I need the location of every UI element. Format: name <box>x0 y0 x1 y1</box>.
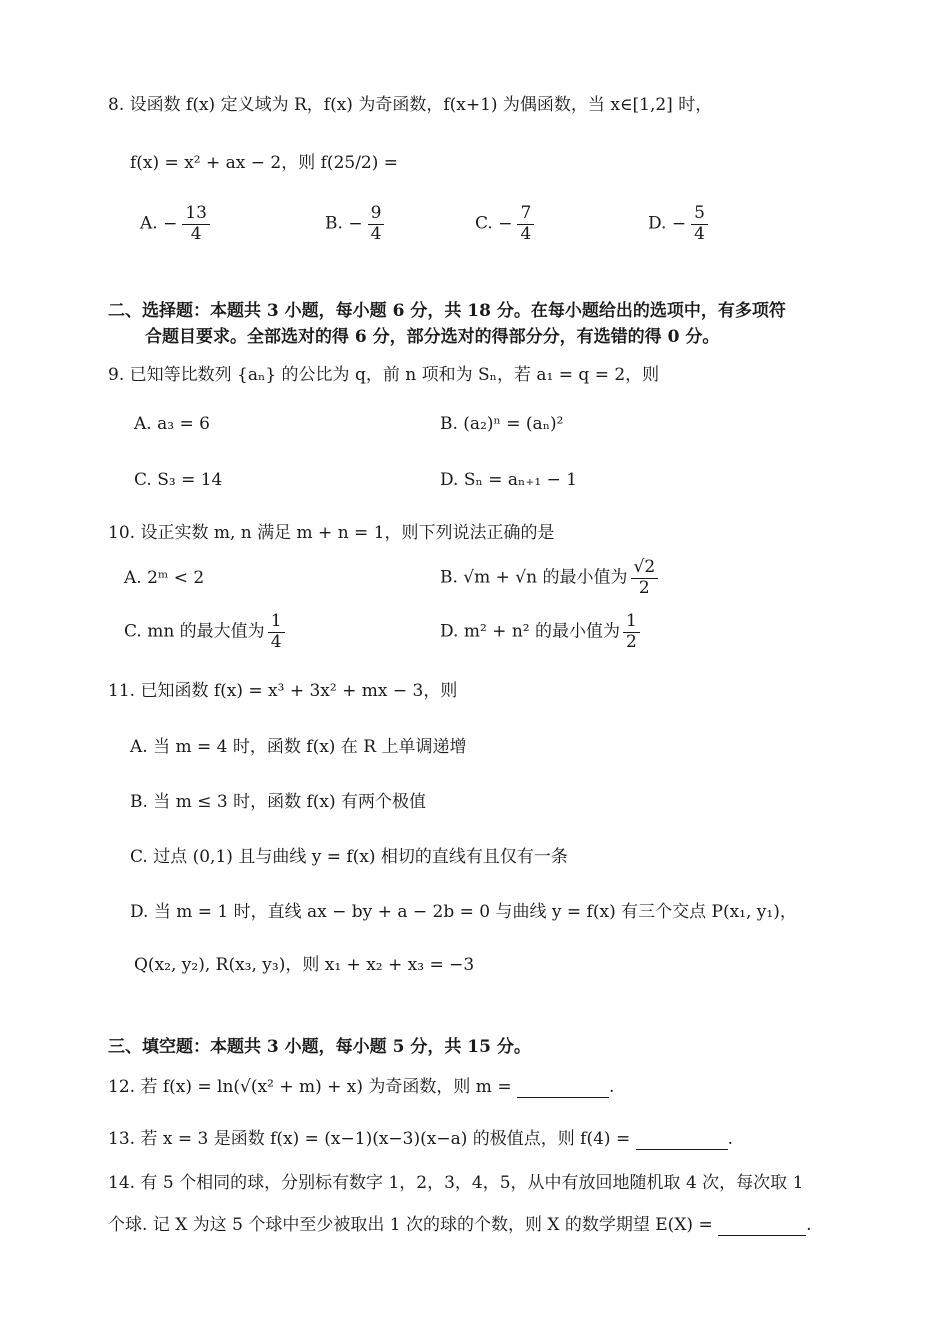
q11-stem: 11. 已知函数 f(x) = x³ + 3x² + mx − 3，则 <box>108 681 458 701</box>
fraction: $\frac{√2}{2}$ <box>631 558 659 598</box>
q9-option-a: A. a₃ = 6 <box>134 414 210 434</box>
q10-option-d: D. m² + n² 的最小值为 $\frac{1}{2}$ <box>440 612 643 652</box>
q11-option-a: A. 当 m = 4 时，函数 f(x) 在 R 上单调递增 <box>130 737 467 757</box>
q10-option-a: A. 2ᵐ < 2 <box>124 568 205 588</box>
q10-option-b: B. √m + √n 的最小值为 $\frac{√2}{2}$ <box>440 558 661 598</box>
q11-option-d-line2: Q(x₂, y₂), R(x₃, y₃)，则 x₁ + x₂ + x₃ = −3 <box>134 955 475 975</box>
q8-option-d: D. − $\frac{5}{4}$ <box>648 204 711 244</box>
q13: 13. 若 x = 3 是函数 f(x) = (x−1)(x−3)(x−a) 的极值点，则 f(4) = . <box>108 1129 733 1149</box>
fraction: $\frac{5}{4}$ <box>691 204 708 244</box>
q8-stem-line2: f(x) = x² + ax − 2，则 f(25/2) = <box>130 153 399 173</box>
q14-line2: 个球. 记 X 为这 5 个球中至少被取出 1 次的球的个数，则 X 的数学期望 E(X) = . <box>108 1215 812 1235</box>
q14-line1: 14. 有 5 个相同的球，分别标有数字 1，2，3，4，5，从中有放回地随机取 4 次，每次取 1 <box>108 1173 804 1193</box>
q10-stem: 10. 设正实数 m, n 满足 m + n = 1，则下列说法正确的是 <box>108 523 555 543</box>
option-label: B. <box>325 213 343 234</box>
q8-option-b: B. − $\frac{9}{4}$ <box>325 204 387 244</box>
answer-blank[interactable] <box>636 1129 728 1150</box>
q11-option-d-line1: D. 当 m = 1 时，直线 ax − by + a − 2b = 0 与曲线 y = f(x) 有三个交点 P(x₁, y₁)， <box>130 902 797 922</box>
answer-blank[interactable] <box>718 1215 806 1236</box>
q9-option-d: D. Sₙ = aₙ₊₁ − 1 <box>440 470 578 490</box>
fraction: $\frac{7}{4}$ <box>517 204 534 244</box>
q8-option-a: A. − $\frac{13}{4}$ <box>140 204 213 244</box>
q9-stem: 9. 已知等比数列 {aₙ} 的公比为 q，前 n 项和为 Sₙ，若 a₁ = q = 2，则 <box>108 365 660 385</box>
q10-option-c: C. mn 的最大值为 $\frac{1}{4}$ <box>124 612 288 652</box>
q12: 12. 若 f(x) = ln(√(x² + m) + x) 为奇函数，则 m = . <box>108 1077 615 1097</box>
q11-option-c: C. 过点 (0,1) 且与曲线 y = f(x) 相切的直线有且仅有一条 <box>130 847 568 867</box>
section3-heading: 三、填空题：本题共 3 小题，每小题 5 分，共 15 分。 <box>108 1037 531 1057</box>
q11-option-b: B. 当 m ≤ 3 时，函数 f(x) 有两个极值 <box>130 792 427 812</box>
q8-stem-line1: 8. 设函数 f(x) 定义域为 R，f(x) 为奇函数，f(x+1) 为偶函数，当 x∈[1,2] 时， <box>108 95 713 115</box>
q9-option-c: C. S₃ = 14 <box>134 470 223 490</box>
fraction: $\frac{13}{4}$ <box>182 204 210 244</box>
section2-heading-line1: 二、选择题：本题共 3 小题，每小题 6 分，共 18 分。在每小题给出的选项中，有多项符 <box>108 301 786 321</box>
fraction: $\frac{9}{4}$ <box>368 204 385 244</box>
option-label: D. <box>648 213 667 234</box>
q8-option-c: C. − $\frac{7}{4}$ <box>475 204 537 244</box>
option-label: A. <box>140 213 158 234</box>
section2-heading-line2: 合题目要求。全部选对的得 6 分，部分选对的得部分分，有选错的得 0 分。 <box>145 327 720 347</box>
option-label: C. <box>475 213 493 234</box>
answer-blank[interactable] <box>517 1077 609 1098</box>
q9-option-b: B. (a₂)ⁿ = (aₙ)² <box>440 414 564 434</box>
fraction: $\frac{1}{2}$ <box>623 612 640 652</box>
fraction: $\frac{1}{4}$ <box>268 612 285 652</box>
